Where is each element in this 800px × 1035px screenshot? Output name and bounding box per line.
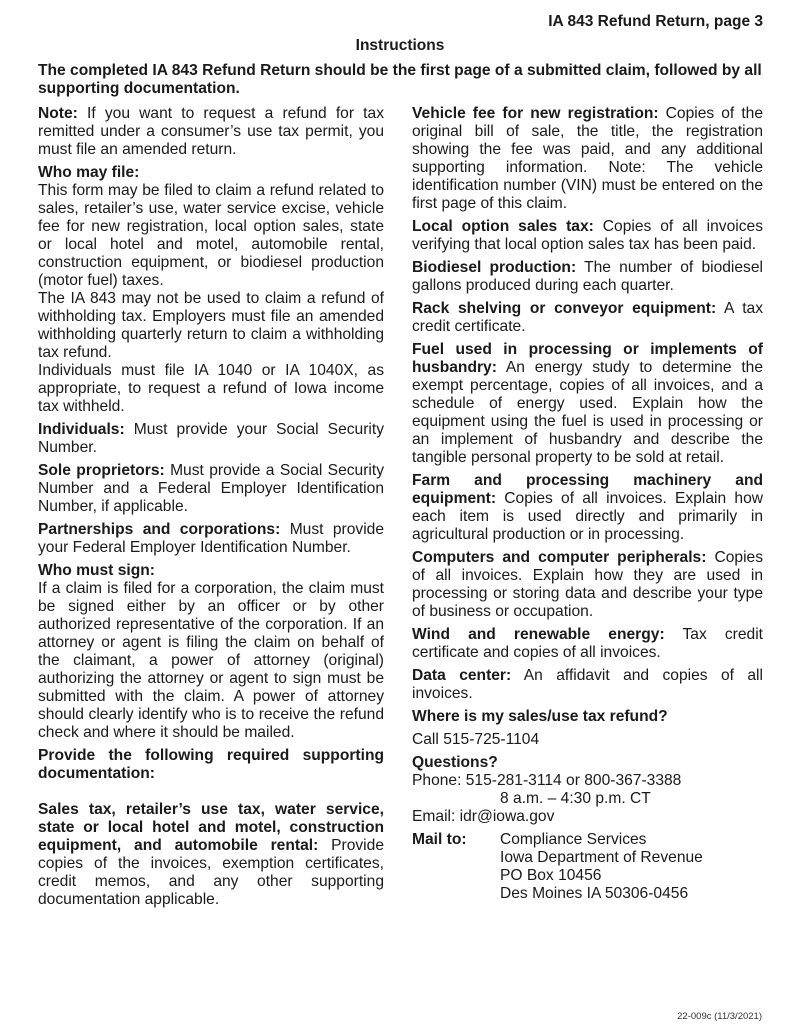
who-must-sign-heading: Who must sign: xyxy=(38,562,155,579)
individuals-text: Must provide your Social Security Number. xyxy=(38,421,384,456)
local-option-text: Copies of all invoices verifying that local option sales tax has been paid. xyxy=(412,218,763,253)
local-option-paragraph xyxy=(412,218,763,254)
farm-machinery-text: Copies of all invoices. Explain how each item is used directly and primarily in agricultural production or in processing. xyxy=(412,490,763,543)
computers-paragraph xyxy=(412,549,763,621)
sole-proprietors-paragraph xyxy=(38,462,384,516)
data-center-text: An affidavit and copies of all invoices. xyxy=(412,667,763,702)
fuel-processing-paragraph xyxy=(412,341,763,467)
partnerships-paragraph xyxy=(38,521,384,557)
individuals-paragraph xyxy=(38,421,384,457)
who-may-file-para-2: The IA 843 may not be used to claim a refund of withholding tax. Employers must file an amended withholding quarterly return to claim a withholding tax refund. xyxy=(38,290,384,361)
questions-phone: Phone: 515-281-3114 or 800-367-3388 xyxy=(412,772,682,789)
right-column xyxy=(412,105,763,903)
farm-machinery-label: Farm and processing machinery and equipment: xyxy=(412,472,763,507)
sales-tax-text: Provide copies of the invoices, exemption certificates, credit memos, and any other supporting documentation applicable. xyxy=(38,837,384,908)
fuel-processing-text: An energy study to determine the exempt percentage, copies of all invoices, and a schedule of energy used. Explain how the equipment using the fuel is used in processing or an implement of husbandry and describe the tangible personal property to be sold at retail. xyxy=(412,359,763,466)
intro-text: The completed IA 843 Refund Return should be the first page of a submitted claim, followed by all supporting documentation. xyxy=(38,62,762,97)
wind-energy-label: Wind and renewable energy: xyxy=(412,626,665,643)
sales-tax-paragraph xyxy=(38,801,384,909)
mail-to-address xyxy=(500,831,703,903)
who-may-file-para-1: This form may be filed to claim a refund related to sales, retailer’s use, water service excise, vehicle fee for new registration, local option sales, state or local hotel and motel, automobile rental, construction equipment, or biodiesel production (motor fuel) taxes. xyxy=(38,182,384,289)
partnerships-label: Partnerships and corporations: xyxy=(38,521,281,538)
provide-documentation-heading: Provide the following required supporting documentation: xyxy=(38,747,384,782)
refund-status-heading: Where is my sales/use tax refund? xyxy=(412,708,668,725)
mail-address-line: Iowa Department of Revenue xyxy=(500,849,703,866)
note-label: Note: xyxy=(38,105,78,122)
rack-shelving-label: Rack shelving or conveyor equipment: xyxy=(412,300,717,317)
mail-to-label: Mail to: xyxy=(412,831,467,848)
biodiesel-paragraph xyxy=(412,259,763,295)
vehicle-fee-label: Vehicle fee for new registration: xyxy=(412,105,659,122)
mail-to-block xyxy=(412,831,763,903)
who-may-file-para-3: Individuals must file IA 1040 or IA 1040X, as appropriate, to request a refund of Iowa income tax withheld. xyxy=(38,362,384,415)
wind-energy-paragraph xyxy=(412,626,763,662)
partnerships-text: Must provide your Federal Employer Identification Number. xyxy=(38,521,384,556)
computers-text: Copies of all invoices. Explain how they are used in processing or storing data and describe your type of business or occupation. xyxy=(412,549,764,620)
who-may-file-heading: Who may file: xyxy=(38,164,140,181)
sole-proprietors-text: Must provide a Social Security Number and a Federal Employer Identification Number, if applicable. xyxy=(38,462,384,515)
form-code: 22-009c (11/3/2021) xyxy=(677,1011,762,1022)
farm-machinery-paragraph xyxy=(412,472,763,544)
vehicle-fee-paragraph xyxy=(412,105,763,213)
refund-status-phone: Call 515-725-1104 xyxy=(412,731,540,748)
mail-address-line: PO Box 10456 xyxy=(500,867,602,884)
rack-shelving-text: A tax credit certificate. xyxy=(412,300,763,335)
section-title: Instructions xyxy=(355,37,445,54)
mail-address-line: Des Moines IA 50306-0456 xyxy=(500,885,689,902)
questions-hours: 8 a.m. – 4:30 p.m. CT xyxy=(500,790,651,807)
biodiesel-text: The number of biodiesel gallons produced during each quarter. xyxy=(412,259,763,294)
mail-address-line: Compliance Services xyxy=(500,831,647,848)
note-text: If you want to request a refund for tax remitted under a consumer’s use tax permit, you must file an amended return. xyxy=(38,105,384,158)
sole-proprietors-label: Sole proprietors: xyxy=(38,462,165,479)
questions-heading: Questions? xyxy=(412,754,498,771)
note-paragraph xyxy=(38,105,384,159)
wind-energy-text: Tax credit certificate and copies of all invoices. xyxy=(412,626,763,661)
data-center-paragraph xyxy=(412,667,763,703)
rack-shelving-paragraph xyxy=(412,300,763,336)
left-column xyxy=(38,105,384,914)
individuals-label: Individuals: xyxy=(38,421,125,438)
who-must-sign-text: If a claim is filed for a corporation, the claim must be signed either by an officer or by other authorized representative of the corporation. If an attorney or agent is filing the claim on behalf of the claimant, a power of attorney (original) authorizing the attorney or agent to sign must be submitted with the claim. A power of attorney should clearly identify who is to receive the refund check and where it should be mailed. xyxy=(38,580,384,741)
data-center-label: Data center: xyxy=(412,667,512,684)
fuel-processing-label: Fuel used in processing or implements of husbandry: xyxy=(412,341,763,376)
page-header: IA 843 Refund Return, page 3 xyxy=(548,13,763,30)
biodiesel-label: Biodiesel production: xyxy=(412,259,577,276)
questions-email: Email: idr@iowa.gov xyxy=(412,808,555,825)
computers-label: Computers and computer peripherals: xyxy=(412,549,707,566)
vehicle-fee-text: Copies of the original bill of sale, the title, the registration showing the fee was paid, and any additional supporting information. Note: The vehicle identification number (VIN) must be entered on the first page of this claim. xyxy=(412,105,763,212)
local-option-label: Local option sales tax: xyxy=(412,218,594,235)
sales-tax-label: Sales tax, retailer’s use tax, water service, state or local hotel and motel, construction equipment, and automobile rental: xyxy=(38,801,384,854)
